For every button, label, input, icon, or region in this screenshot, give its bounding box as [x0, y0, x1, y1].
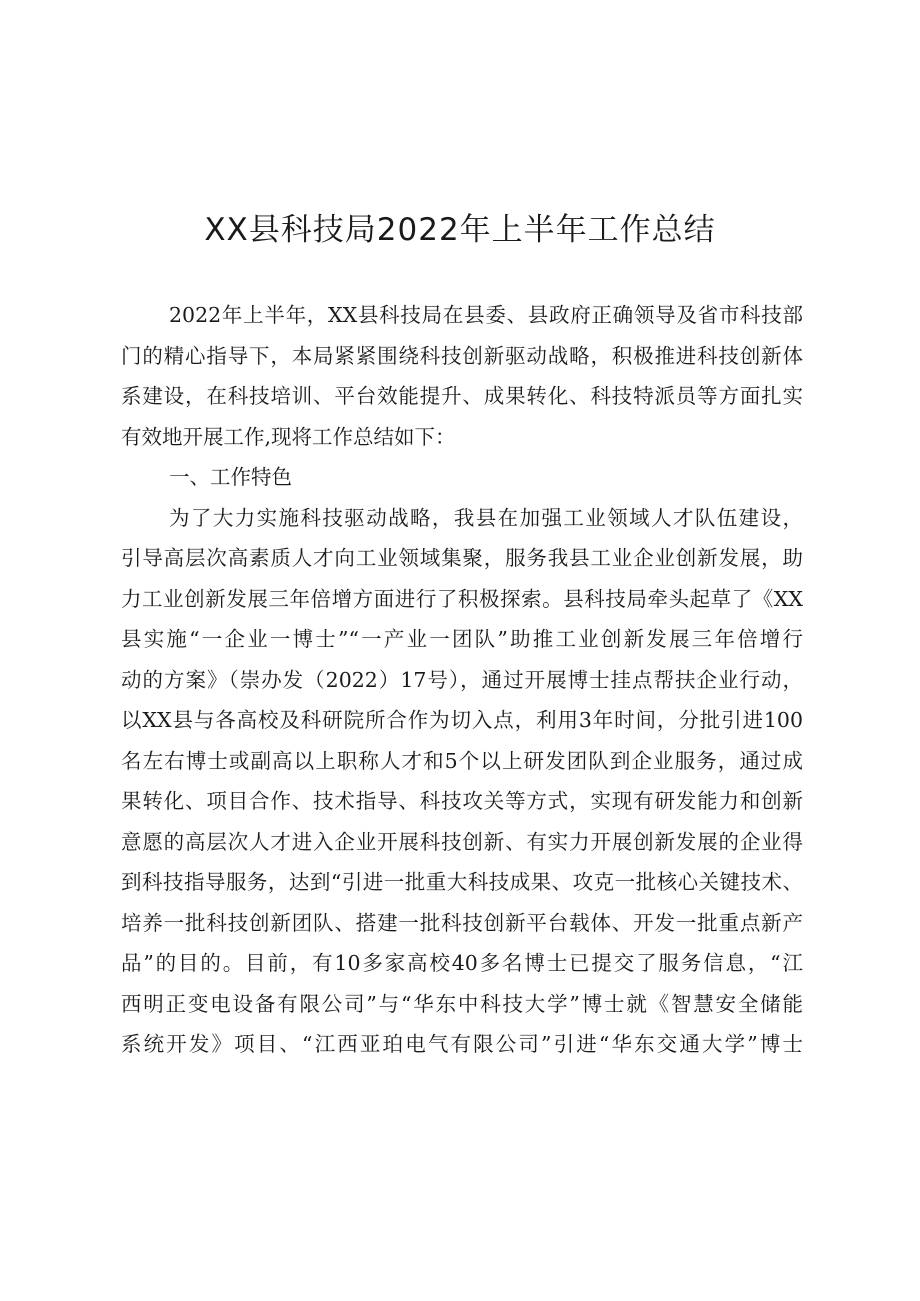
document-body: [121, 295, 803, 1065]
paragraph-line: 力工业创新发展三年倍增方面进行了积极探索。县科技局牵头起草了《XX: [121, 586, 803, 611]
paragraph-line: 以XX县与各高校及科研院所合作为切入点，利用3年时间，分批引进100: [121, 708, 803, 732]
paragraph-line: 品”的目的。目前，有10多家高校40多名博士已提交了服务信息，“江: [121, 951, 803, 975]
paragraph-line: 2022年上半年，XX县科技局在县委、县政府正确领导及省市科技部: [169, 303, 803, 327]
paragraph-line: 系建设，在科技培训、平台效能提升、成果转化、科技特派员等方面扎实: [121, 384, 803, 408]
paragraph-line: 有效地开展工作,现将工作总结如下：: [121, 424, 456, 449]
paragraph-line: 系统开发》项目、“江西亚珀电气有限公司”引进“华东交通大学”博士: [121, 1032, 803, 1056]
document-title: XX县科技局2022年上半年工作总结: [204, 212, 716, 248]
paragraph-line: 动的方案》（崇办发（2022）17号），通过开展博士挂点帮扶企业行动，: [121, 667, 803, 692]
paragraph-line: 到科技指导服务，达到“引进一批重大科技成果、攻克一批核心关键技术、: [121, 870, 803, 894]
paragraph-line: 引导高层次高素质人才向工业领域集聚，服务我县工业企业创新发展，助: [121, 546, 803, 570]
paragraph-line: 县实施“一企业一博士”“一产业一团队”助推工业创新发展三年倍增行: [121, 627, 803, 651]
paragraph-line: 门的精心指导下，本局紧紧围绕科技创新驱动战略，积极推进科技创新体: [121, 343, 803, 368]
paragraph-line: 培养一批科技创新团队、搭建一批科技创新平台载体、开发一批重点新产: [121, 910, 803, 935]
paragraph-line: 名左右博士或副高以上职称人才和5个以上研发团队到企业服务，通过成: [121, 748, 803, 773]
paragraph-line: 意愿的高层次人才进入企业开展科技创新、有实力开展创新发展的企业得: [121, 829, 803, 854]
paragraph-line: 果转化、项目合作、技术指导、科技攻关等方式，实现有研发能力和创新: [121, 789, 803, 813]
paragraph-line: 为了大力实施科技驱动战略，我县在加强工业领域人才队伍建设，: [169, 505, 803, 530]
paragraph-line: 西明正变电设备有限公司”与“华东中科技大学”博士就《智慧安全储能: [121, 991, 803, 1016]
section-heading: 一、工作特色: [169, 465, 292, 489]
